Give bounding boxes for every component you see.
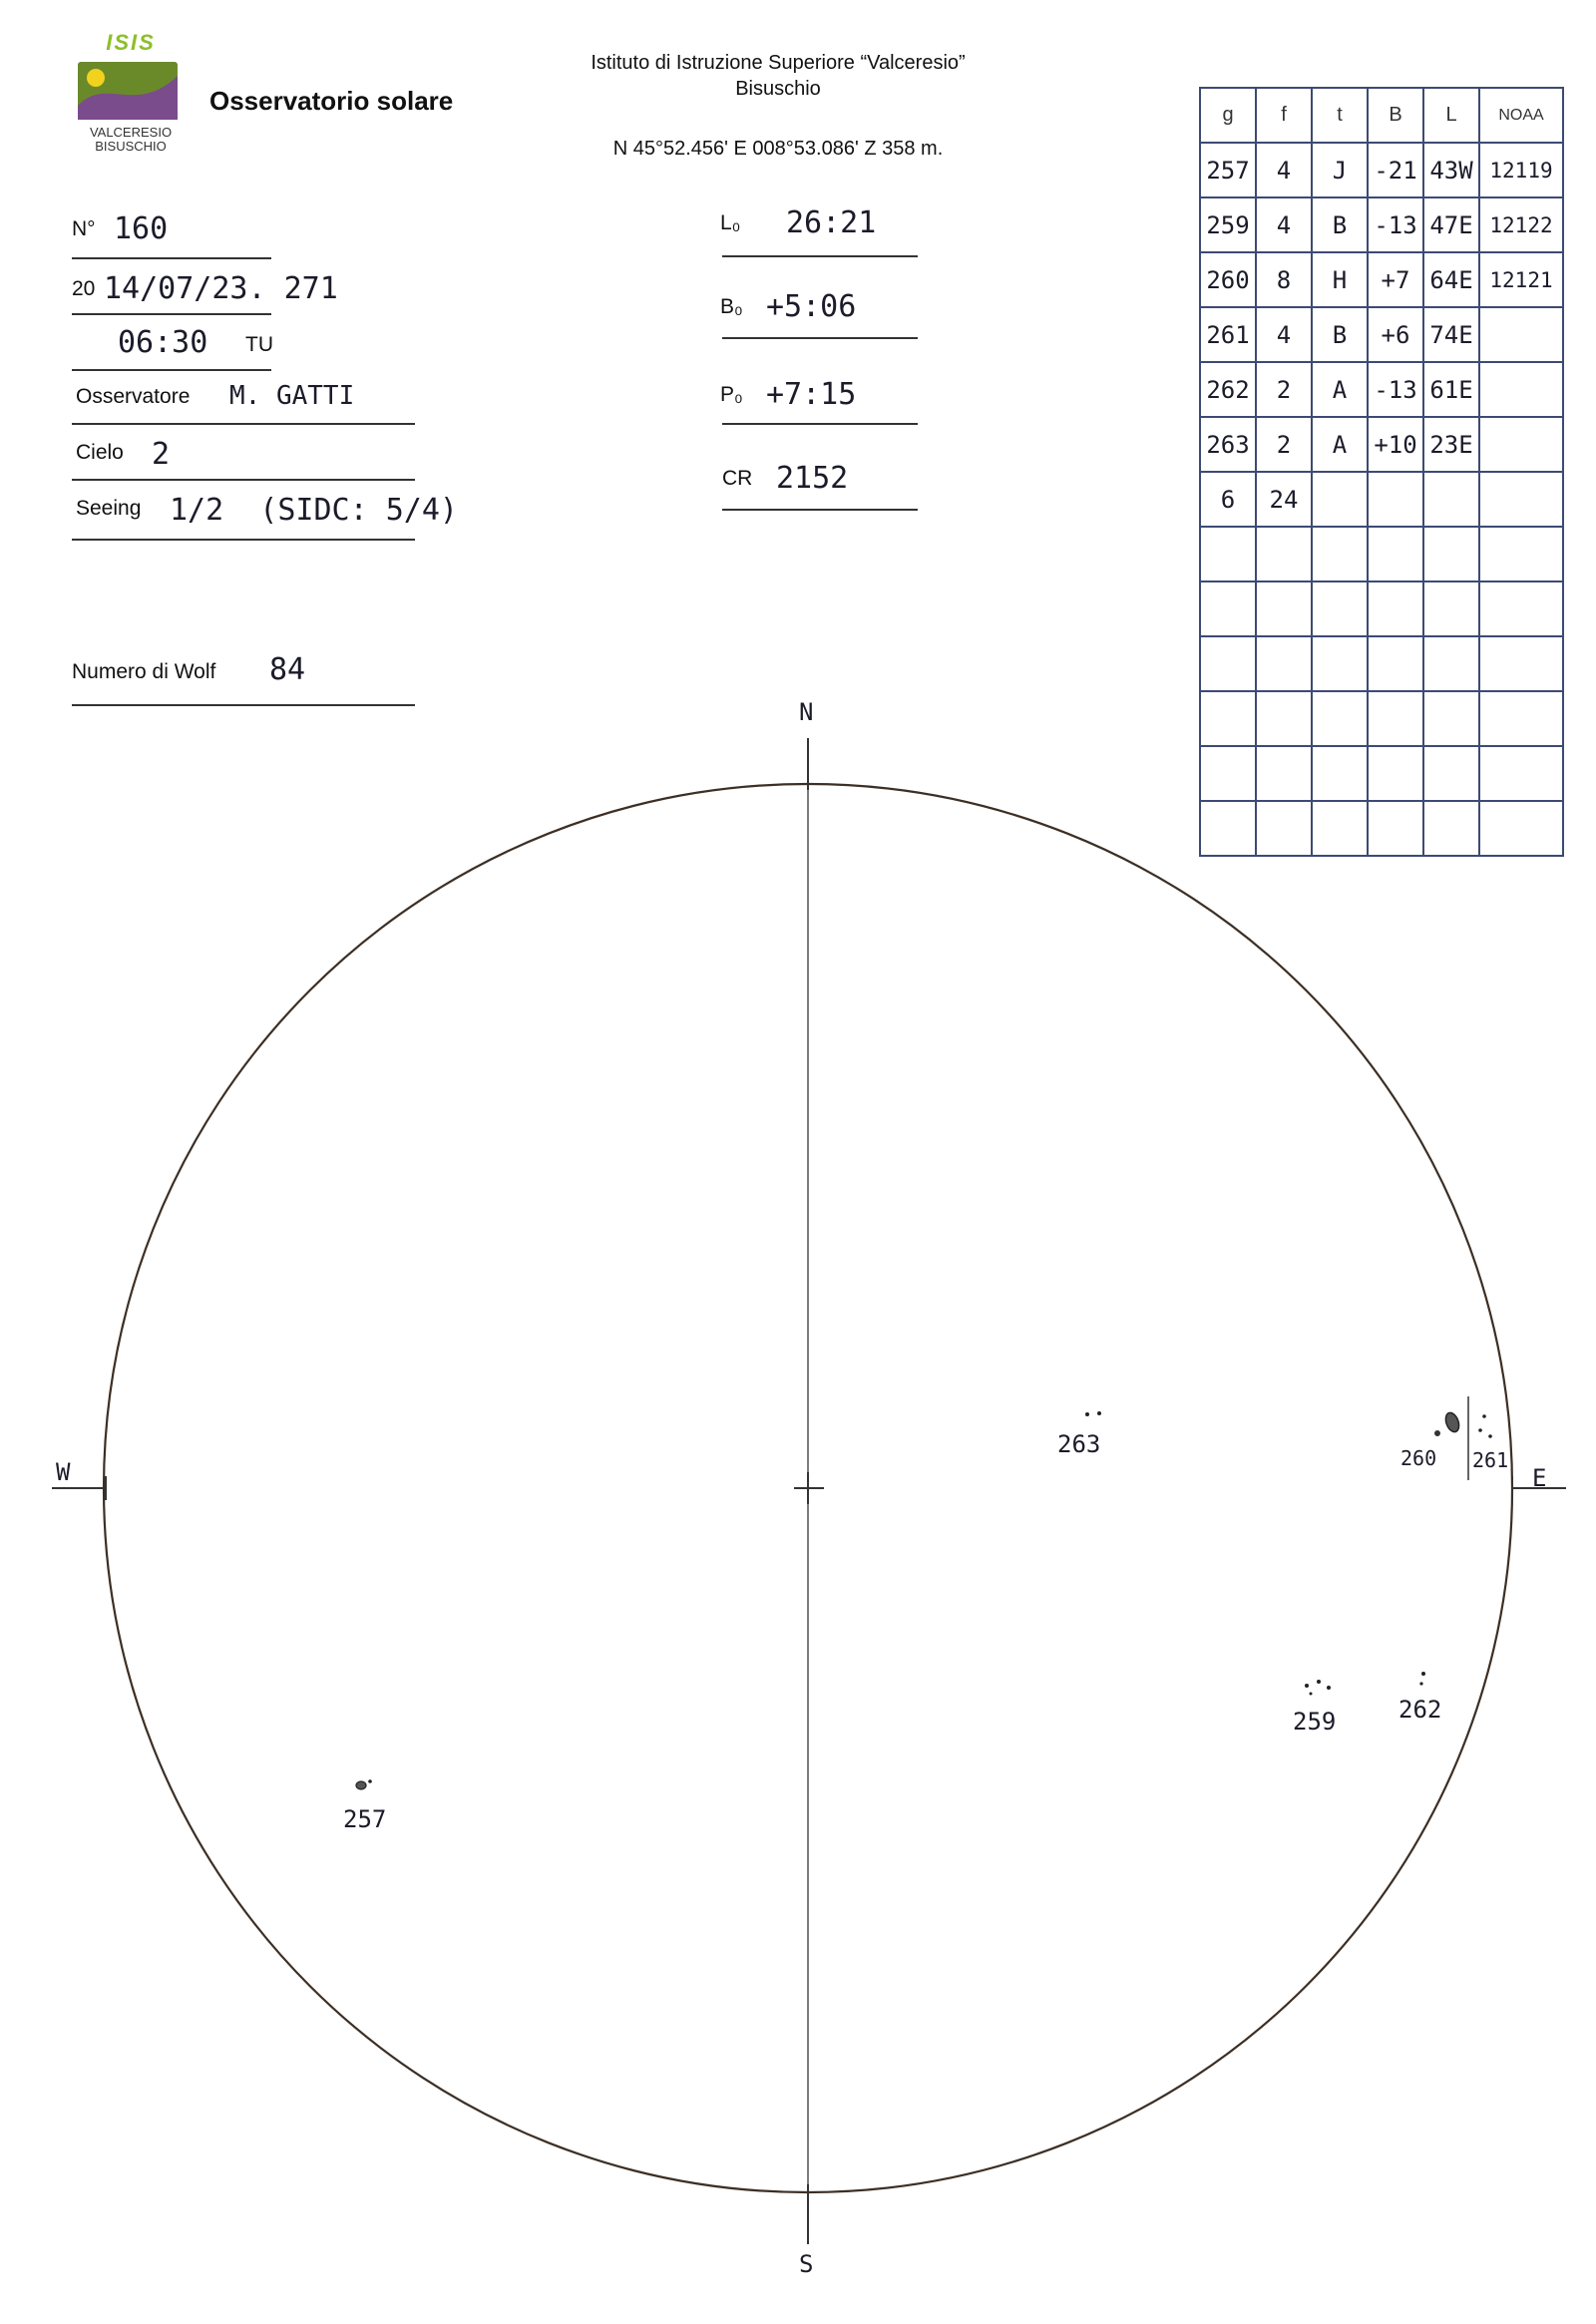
table-cell: 24: [1256, 472, 1312, 527]
table-cell: B: [1312, 197, 1368, 252]
spots-260: [1434, 1411, 1461, 1436]
east-label: E: [1532, 1464, 1547, 1492]
logo-mark: ISIS: [106, 30, 156, 55]
table-cell: 12119: [1479, 143, 1563, 197]
table-cell: -13: [1368, 197, 1423, 252]
table-cell: -13: [1368, 362, 1423, 417]
wolf-label: Numero di Wolf: [72, 660, 216, 683]
table-cell: 257: [1200, 143, 1256, 197]
p0-label: P₀: [720, 383, 743, 406]
table-cell: 262: [1200, 362, 1256, 417]
sky-label: Cielo: [76, 441, 124, 464]
table-cell: 4: [1256, 143, 1312, 197]
spots-257: [356, 1779, 372, 1789]
observer-label: Osservatore: [76, 385, 191, 408]
table-cell: A: [1312, 417, 1368, 472]
table-cell: +7: [1368, 252, 1423, 307]
number-value: 160: [114, 211, 169, 246]
date-value: 14/07/23. 271: [104, 271, 338, 306]
header-l: L: [1423, 88, 1479, 143]
table-cell: 2: [1256, 362, 1312, 417]
spots-262: [1419, 1672, 1425, 1686]
l0-label: L₀: [720, 211, 741, 234]
cr-label: CR: [722, 467, 753, 490]
table-cell: 4: [1256, 197, 1312, 252]
table-cell: 263: [1200, 417, 1256, 472]
header-t: t: [1312, 88, 1368, 143]
wolf-value: 84: [269, 652, 306, 687]
table-cell: -21: [1368, 143, 1423, 197]
observatory-coords: N 45°52.456' E 008°53.086' Z 358 m.: [612, 138, 944, 160]
table-cell: 23E: [1423, 417, 1479, 472]
north-label: N: [799, 698, 814, 726]
cr-value: 2152: [776, 461, 849, 496]
header-f: f: [1256, 88, 1312, 143]
table-cell: 8: [1256, 252, 1312, 307]
number-label: N°: [72, 217, 96, 240]
page-title: Osservatorio solare: [209, 86, 454, 116]
table-cell: 261: [1200, 307, 1256, 362]
l0-value: 26:21: [786, 205, 877, 240]
table-cell: 12122: [1479, 197, 1563, 252]
b0-label: B₀: [720, 295, 743, 318]
group-label-263: 263: [1057, 1430, 1101, 1458]
group-label-261: 261: [1472, 1448, 1509, 1472]
west-label: W: [56, 1458, 71, 1486]
b0-value: +5:06: [766, 289, 857, 324]
table-cell: 6: [1200, 472, 1256, 527]
table-cell: 74E: [1423, 307, 1479, 362]
table-cell: H: [1312, 252, 1368, 307]
header-b: B: [1368, 88, 1423, 143]
header-noaa: NOAA: [1479, 88, 1563, 143]
observer-value: M. GATTI: [229, 381, 355, 411]
spots-259: [1305, 1680, 1331, 1696]
table-cell: +6: [1368, 307, 1423, 362]
institute-town: Bisuschio: [735, 78, 821, 100]
table-cell: B: [1312, 307, 1368, 362]
south-label: S: [799, 2250, 814, 2278]
table-cell: 61E: [1423, 362, 1479, 417]
table-cell: 43W: [1423, 143, 1479, 197]
time-unit: TU: [245, 333, 273, 356]
logo-sub2: BISUSCHIO: [95, 139, 167, 154]
table-cell: 47E: [1423, 197, 1479, 252]
header-g: g: [1200, 88, 1256, 143]
logo-sub1: VALCERESIO: [89, 125, 173, 140]
table-cell: 4: [1256, 307, 1312, 362]
table-cell: A: [1312, 362, 1368, 417]
time-value: 06:30: [118, 325, 208, 360]
table-cell: 259: [1200, 197, 1256, 252]
group-label-260: 260: [1400, 1446, 1437, 1470]
table-cell: 12121: [1479, 252, 1563, 307]
sky-value: 2: [152, 437, 171, 472]
seeing-label: Seeing: [76, 497, 142, 520]
institute-name: Istituto di Istruzione Superiore “Valceresio”: [591, 52, 966, 74]
table-cell: J: [1312, 143, 1368, 197]
group-label-257: 257: [343, 1805, 387, 1833]
group-label-259: 259: [1293, 1708, 1337, 1736]
table-cell: 2: [1256, 417, 1312, 472]
seeing-value: 1/2 (SIDC: 5/4): [170, 493, 458, 528]
table-cell: +10: [1368, 417, 1423, 472]
group-label-262: 262: [1398, 1696, 1442, 1724]
p0-value: +7:15: [766, 377, 857, 412]
date-prefix: 20: [72, 277, 96, 300]
table-cell: 260: [1200, 252, 1256, 307]
spots-263: [1085, 1411, 1101, 1416]
table-cell: 64E: [1423, 252, 1479, 307]
